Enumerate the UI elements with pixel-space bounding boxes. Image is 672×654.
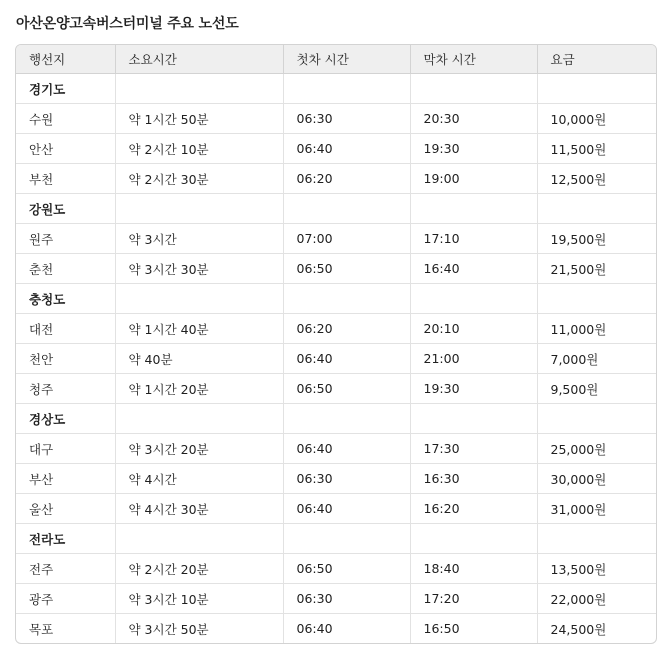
duration-cell: 약 3시간 20분	[115, 434, 283, 464]
header-destination: 행선지	[16, 45, 115, 74]
destination-cell: 부산	[16, 464, 115, 494]
duration-cell: 약 2시간 30분	[115, 164, 283, 194]
last-bus-cell: 16:40	[410, 254, 537, 284]
table-row	[16, 314, 656, 344]
last-bus-cell: 19:30	[410, 374, 537, 404]
last-bus-cell: 17:10	[410, 224, 537, 254]
region-row	[16, 404, 656, 434]
duration-cell: 약 1시간 50분	[115, 104, 283, 134]
duration-cell: 약 3시간	[115, 224, 283, 254]
fare-cell: 21,500원	[537, 254, 656, 284]
destination-cell: 대전	[16, 314, 115, 344]
destination-cell: 전주	[16, 554, 115, 584]
last-bus-cell: 19:30	[410, 134, 537, 164]
destination-cell: 목포	[16, 614, 115, 644]
duration-cell: 약 2시간 20분	[115, 554, 283, 584]
first-bus-cell: 06:20	[283, 314, 410, 344]
destination-cell: 안산	[16, 134, 115, 164]
table-row	[16, 254, 656, 284]
first-bus-cell: 06:40	[283, 434, 410, 464]
last-bus-cell: 18:40	[410, 554, 537, 584]
destination-cell: 부천	[16, 164, 115, 194]
table-body	[16, 74, 656, 644]
fare-cell	[537, 524, 656, 554]
table-row	[16, 104, 656, 134]
fare-cell: 22,000원	[537, 584, 656, 614]
destination-cell: 원주	[16, 224, 115, 254]
header-last-bus: 막차 시간	[410, 45, 537, 74]
last-bus-cell: 20:30	[410, 104, 537, 134]
duration-cell	[115, 194, 283, 224]
duration-cell: 약 2시간 10분	[115, 134, 283, 164]
last-bus-cell: 16:30	[410, 464, 537, 494]
table-row	[16, 134, 656, 164]
fare-cell: 7,000원	[537, 344, 656, 374]
fare-cell	[537, 284, 656, 314]
table-row	[16, 584, 656, 614]
fare-cell: 10,000원	[537, 104, 656, 134]
last-bus-cell: 19:00	[410, 164, 537, 194]
first-bus-cell: 06:40	[283, 614, 410, 644]
destination-cell: 대구	[16, 434, 115, 464]
table-row	[16, 464, 656, 494]
duration-cell	[115, 284, 283, 314]
table-header	[16, 45, 656, 74]
destination-cell: 울산	[16, 494, 115, 524]
first-bus-cell	[283, 194, 410, 224]
header-row	[16, 45, 656, 74]
table-row	[16, 554, 656, 584]
table-row	[16, 344, 656, 374]
fare-cell: 12,500원	[537, 164, 656, 194]
first-bus-cell	[283, 284, 410, 314]
first-bus-cell: 06:40	[283, 494, 410, 524]
fare-cell: 19,500원	[537, 224, 656, 254]
last-bus-cell	[410, 74, 537, 104]
duration-cell: 약 40분	[115, 344, 283, 374]
first-bus-cell: 06:30	[283, 104, 410, 134]
last-bus-cell	[410, 284, 537, 314]
fare-cell: 11,500원	[537, 134, 656, 164]
first-bus-cell: 06:50	[283, 254, 410, 284]
destination-cell: 광주	[16, 584, 115, 614]
first-bus-cell: 06:20	[283, 164, 410, 194]
table-row	[16, 434, 656, 464]
last-bus-cell: 17:30	[410, 434, 537, 464]
page-title: 아산온양고속버스터미널 주요 노선도	[16, 16, 239, 32]
table-row	[16, 224, 656, 254]
fare-cell: 9,500원	[537, 374, 656, 404]
header-fare: 요금	[537, 45, 656, 74]
route-table-container	[15, 44, 657, 644]
last-bus-cell	[410, 194, 537, 224]
first-bus-cell: 06:50	[283, 374, 410, 404]
fare-cell: 13,500원	[537, 554, 656, 584]
region-row	[16, 524, 656, 554]
region-label: 경상도	[16, 404, 115, 434]
duration-cell: 약 1시간 20분	[115, 374, 283, 404]
table-row	[16, 614, 656, 644]
fare-cell: 30,000원	[537, 464, 656, 494]
fare-cell: 31,000원	[537, 494, 656, 524]
duration-cell	[115, 404, 283, 434]
fare-cell: 11,000원	[537, 314, 656, 344]
region-label: 충청도	[16, 284, 115, 314]
fare-cell: 25,000원	[537, 434, 656, 464]
destination-cell: 춘천	[16, 254, 115, 284]
table-row	[16, 494, 656, 524]
region-label: 강원도	[16, 194, 115, 224]
first-bus-cell: 06:30	[283, 584, 410, 614]
duration-cell: 약 4시간 30분	[115, 494, 283, 524]
last-bus-cell: 16:20	[410, 494, 537, 524]
last-bus-cell: 17:20	[410, 584, 537, 614]
region-row	[16, 284, 656, 314]
duration-cell: 약 3시간 10분	[115, 584, 283, 614]
fare-cell	[537, 74, 656, 104]
duration-cell: 약 1시간 40분	[115, 314, 283, 344]
first-bus-cell: 07:00	[283, 224, 410, 254]
table-row	[16, 374, 656, 404]
duration-cell: 약 4시간	[115, 464, 283, 494]
route-table	[16, 45, 656, 643]
header-first-bus: 첫차 시간	[283, 45, 410, 74]
last-bus-cell: 20:10	[410, 314, 537, 344]
first-bus-cell	[283, 524, 410, 554]
duration-cell: 약 3시간 30분	[115, 254, 283, 284]
fare-cell	[537, 404, 656, 434]
fare-cell	[537, 194, 656, 224]
last-bus-cell: 16:50	[410, 614, 537, 644]
first-bus-cell: 06:40	[283, 134, 410, 164]
first-bus-cell	[283, 74, 410, 104]
duration-cell	[115, 74, 283, 104]
region-row	[16, 194, 656, 224]
region-label: 전라도	[16, 524, 115, 554]
table-row	[16, 164, 656, 194]
destination-cell: 수원	[16, 104, 115, 134]
first-bus-cell	[283, 404, 410, 434]
duration-cell	[115, 524, 283, 554]
first-bus-cell: 06:40	[283, 344, 410, 374]
fare-cell: 24,500원	[550, 621, 607, 637]
region-label: 경기도	[16, 74, 115, 104]
last-bus-cell	[410, 524, 537, 554]
first-bus-cell: 06:50	[283, 554, 410, 584]
last-bus-cell: 21:00	[410, 344, 537, 374]
header-duration: 소요시간	[115, 45, 283, 74]
duration-cell: 약 3시간 50분	[115, 614, 283, 644]
last-bus-cell	[410, 404, 537, 434]
first-bus-cell: 06:30	[283, 464, 410, 494]
region-row	[16, 74, 656, 104]
destination-cell: 천안	[16, 344, 115, 374]
destination-cell: 청주	[16, 374, 115, 404]
